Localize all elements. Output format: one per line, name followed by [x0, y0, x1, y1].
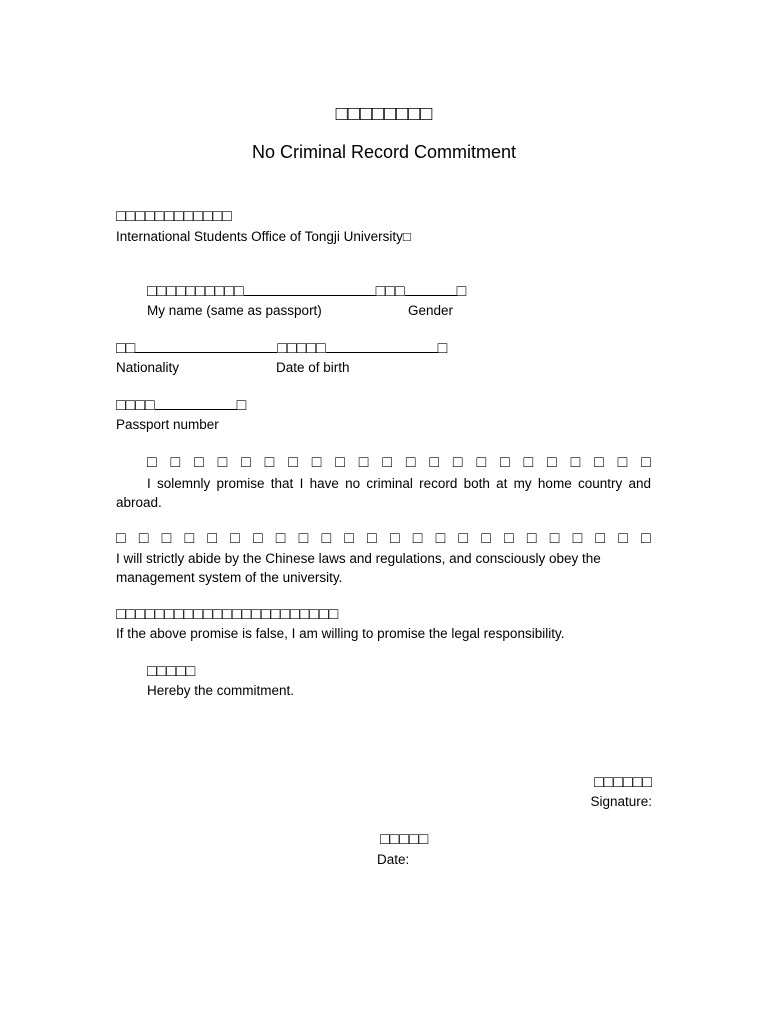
nationality-blank[interactable]	[135, 340, 277, 353]
end-mark: □	[456, 283, 467, 300]
dob-blank[interactable]	[326, 340, 438, 353]
cjk-glyph: □	[617, 454, 628, 471]
cjk-glyph: □	[335, 454, 345, 471]
promise2-en: I will strictly abide by the Chinese laws and regulations, and consciously obey the management system of the university.	[116, 551, 601, 585]
cjk-glyph: □	[264, 454, 275, 471]
cjk-glyph: □	[405, 454, 416, 471]
cjk-glyph: □	[429, 454, 440, 471]
cjk-glyph: □	[161, 530, 172, 547]
cjk-glyph: □	[138, 530, 149, 547]
cjk-glyph: □	[207, 530, 217, 547]
end-mark: □	[437, 340, 448, 357]
cjk-glyph: □	[170, 454, 181, 471]
passport-line	[116, 397, 246, 415]
nationality-label-en: Nationality	[116, 360, 180, 375]
date-label: Date:	[377, 852, 410, 867]
name-gender-line	[147, 283, 466, 301]
cjk-glyph: □	[526, 530, 537, 547]
cjk-glyph: □	[570, 454, 581, 471]
name-label-en: My name (same as passport)	[147, 303, 322, 318]
cjk-glyph: □	[252, 530, 263, 547]
dob-label-cn: □□□□□	[277, 340, 326, 357]
cjk-glyph: □	[641, 530, 651, 547]
nationality-label-cn: □□	[116, 340, 136, 357]
signature-cn: □□□□□□	[594, 774, 652, 791]
cjk-glyph: □	[481, 530, 491, 547]
cjk-glyph: □	[547, 454, 557, 471]
cjk-glyph: □	[116, 530, 126, 547]
gender-label-cn: □□□	[375, 283, 405, 300]
promise3-cn: □□□□□□□□□□□□□□□□□□□□□□□	[116, 606, 339, 623]
cjk-glyph: □	[594, 454, 604, 471]
dob-label-en: Date of birth	[276, 360, 350, 375]
cjk-glyph: □	[389, 530, 400, 547]
recipient-cn: □□□□□□□□□□□□	[116, 208, 232, 225]
cjk-glyph: □	[230, 530, 240, 547]
passport-label-cn: □□□□	[116, 397, 155, 414]
cjk-glyph: □	[549, 530, 560, 547]
closing-en: Hereby the commitment.	[147, 683, 295, 698]
cjk-glyph: □	[499, 454, 510, 471]
passport-label-en: Passport number	[116, 417, 219, 432]
cjk-glyph: □	[288, 454, 298, 471]
cjk-glyph: □	[641, 454, 651, 471]
date-cn: □□□□□	[380, 831, 429, 848]
title-cn: □□□□□□□□	[335, 103, 433, 125]
cjk-glyph: □	[194, 454, 204, 471]
cjk-glyph: □	[321, 530, 332, 547]
cjk-glyph: □	[241, 454, 251, 471]
cjk-glyph: □	[358, 454, 369, 471]
recipient-en: International Students Office of Tongji University□	[116, 229, 412, 244]
signature-label: Signature:	[590, 794, 652, 809]
cjk-glyph: □	[147, 454, 157, 471]
cjk-glyph: □	[504, 530, 514, 547]
cjk-glyph: □	[452, 454, 463, 471]
gender-label-en: Gender	[408, 303, 454, 318]
cjk-glyph: □	[412, 530, 423, 547]
nationality-dob-line	[116, 340, 447, 358]
promise1-cn	[147, 454, 651, 472]
passport-blank[interactable]	[155, 397, 237, 410]
cjk-glyph: □	[275, 530, 286, 547]
gender-blank[interactable]	[405, 283, 457, 296]
cjk-glyph: □	[184, 530, 195, 547]
cjk-glyph: □	[311, 454, 322, 471]
end-mark: □	[236, 397, 247, 414]
cjk-glyph: □	[217, 454, 228, 471]
title-en: No Criminal Record Commitment	[251, 142, 517, 162]
cjk-glyph: □	[572, 530, 583, 547]
cjk-glyph: □	[458, 530, 469, 547]
name-blank[interactable]	[244, 283, 376, 296]
cjk-glyph: □	[476, 454, 487, 471]
cjk-glyph: □	[382, 454, 392, 471]
cjk-glyph: □	[298, 530, 309, 547]
promise3-en: If the above promise is false, I am willing to promise the legal responsibility.	[116, 626, 565, 641]
promise2-cn	[116, 530, 651, 548]
cjk-glyph: □	[435, 530, 446, 547]
closing-cn: □□□□□	[147, 663, 196, 680]
name-label-cn: □□□□□□□□□□	[147, 283, 244, 300]
cjk-glyph: □	[367, 530, 377, 547]
cjk-glyph: □	[618, 530, 628, 547]
cjk-glyph: □	[523, 454, 534, 471]
cjk-glyph: □	[595, 530, 606, 547]
cjk-glyph: □	[344, 530, 354, 547]
promise1-en: I solemnly promise that I have no criminal record both at my home country and abroad.	[116, 476, 651, 510]
